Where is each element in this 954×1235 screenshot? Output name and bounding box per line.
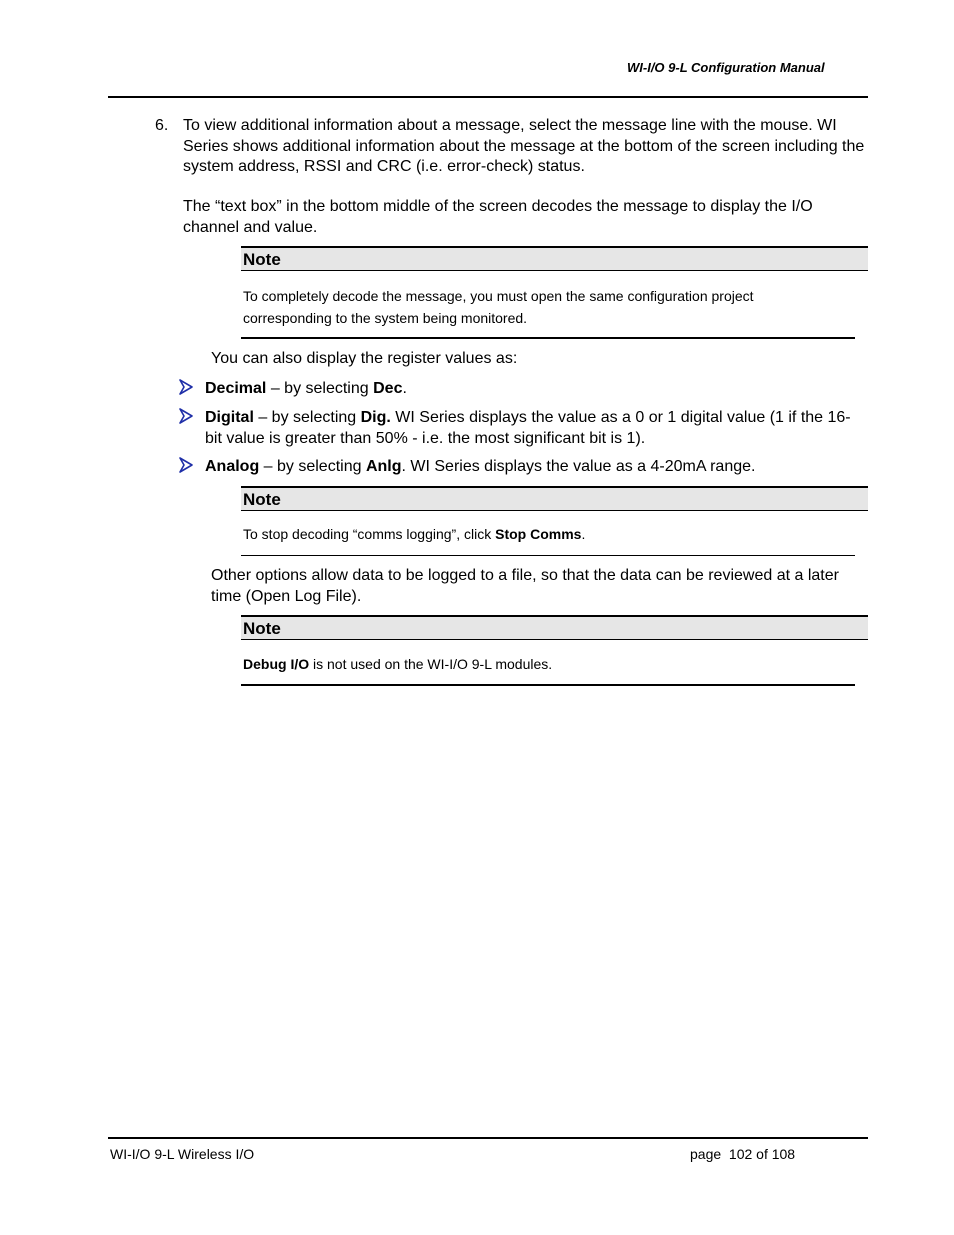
bullet-analog-text (205, 457, 855, 478)
step-paragraph-2: The “text box” in the bottom middle of the screen decodes the message to display the I/O channel and value. (183, 198, 813, 236)
note-1-bottom-rule (241, 337, 855, 339)
bullet-decimal (178, 378, 858, 400)
step-paragraph-1: To view additional information about a message, select the message line with the mouse. WI Series shows additional information about the message at the bottom of the screen including the system address, RSSI and CRC (i.e. error-check) status. (183, 117, 865, 175)
step-number: 6. (155, 117, 169, 134)
footer-page-number: page 102 of 108 (690, 1146, 796, 1162)
note-1-header (241, 246, 868, 271)
note-2-bold: Stop Comms (495, 526, 582, 542)
footer-doc-title: WI-I/O 9-L Wireless I/O (110, 1146, 255, 1162)
note-1-title: Note (243, 250, 281, 269)
bullet-digital-term: Digital (205, 409, 254, 426)
note-3-bottom-rule (241, 684, 855, 686)
bullet-analog-rest: . WI Series displays the value as a 4-20mA range. (401, 458, 756, 475)
note-2-title: Note (243, 490, 281, 509)
register-intro: You can also display the register values as: (211, 350, 518, 367)
note-3-header (241, 615, 868, 640)
other-options-paragraph: Other options allow data to be logged to a file, so that the data can be reviewed at a later time (Open Log File). (211, 567, 839, 605)
note-3-post: is not used on the WI-I/O 9-L modules. (309, 656, 553, 672)
header-rule (108, 96, 868, 98)
bullet-decimal-key: Dec (373, 380, 403, 397)
running-header-title: WI-I/O 9-L Configuration Manual (627, 60, 825, 75)
arrow-bullet-icon (178, 408, 194, 424)
bullet-analog-key: Anlg (365, 458, 402, 475)
note-2-header (241, 486, 868, 511)
footer-rule (108, 1137, 868, 1139)
note-1-line-1: To completely decode the message, you must open the same configuration project (243, 288, 754, 304)
bullet-analog (178, 456, 858, 478)
note-3-bold: Debug I/O (243, 656, 310, 672)
bullet-digital-mid: – by selecting (253, 409, 361, 426)
bullet-decimal-text (205, 379, 855, 400)
bullet-decimal-term: Decimal (205, 380, 267, 397)
arrow-bullet-icon (178, 457, 194, 473)
bullet-decimal-mid: – by selecting (266, 380, 374, 397)
note-2-post: . (581, 526, 586, 542)
note-3-title: Note (243, 619, 281, 638)
bullet-digital-key: Dig. (360, 409, 391, 426)
note-1-body (243, 285, 843, 329)
bullet-digital-text (205, 408, 855, 449)
note-2-bottom-rule (241, 555, 855, 556)
bullet-digital-rest: WI Series displays the value as a 0 or 1 digital value (1 if the 16-bit value is greater than 50% - i.e. the most significant bit is 1). (205, 409, 851, 447)
bullet-analog-mid: – by selecting (259, 458, 366, 475)
note-1-line-2: corresponding to the system being monitored. (243, 310, 528, 326)
note-3-body (243, 653, 843, 675)
bullet-digital (178, 407, 858, 451)
bullet-decimal-rest: . (402, 380, 407, 397)
note-2-body (243, 523, 843, 545)
arrow-bullet-icon (178, 379, 194, 395)
note-2-pre: To stop decoding “comms logging”, click (243, 526, 496, 542)
bullet-analog-term: Analog (205, 458, 260, 475)
